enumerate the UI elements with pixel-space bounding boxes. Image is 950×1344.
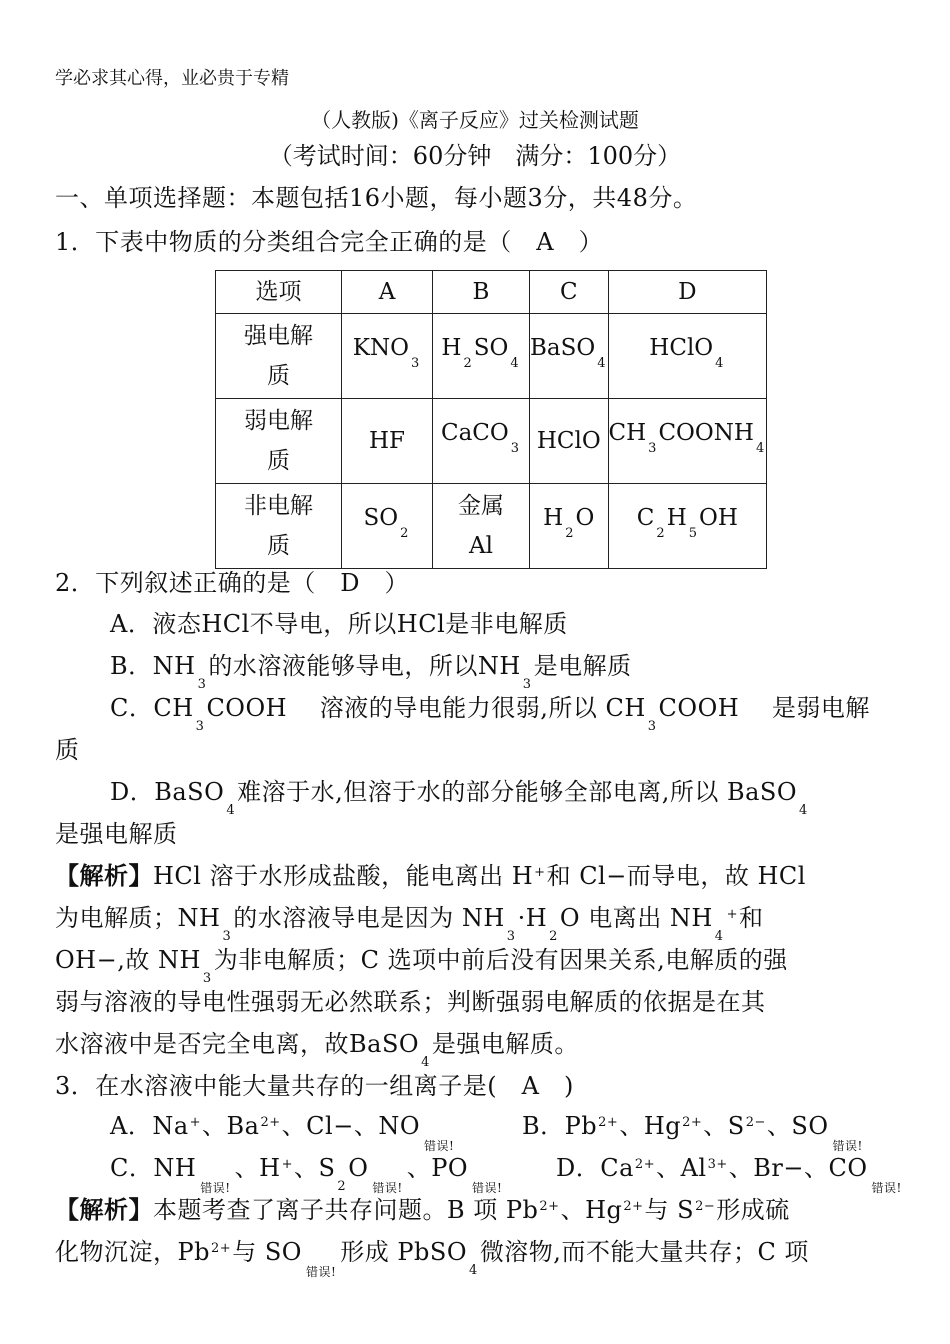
analysis-label: 【解析】 <box>55 1195 153 1224</box>
table-header-cell: 选项 <box>216 271 342 314</box>
cell-a: HF <box>342 399 433 484</box>
cell-d: $CH_3COONH_4$ <box>608 399 767 484</box>
cell-b: $H_2SO_4$ <box>433 314 530 399</box>
cell-c: BaSO$_4$ <box>530 314 609 399</box>
row-label: 强电解 质 <box>216 314 342 399</box>
q1-stem: 1．下表中物质的分类组合完全正确的是（ A ） <box>55 228 604 256</box>
table-row <box>216 399 767 484</box>
table-header-cell: A <box>342 271 433 314</box>
q2-option-d: D．BaSO$_4$难溶于水,但溶于水的部分能够全部电离,所以 BaSO$_4$ <box>110 778 808 818</box>
q3-analysis-2: 化物沉淀，$Pb^{2+}$与 $SO_{错误!}$形成 PbSO$_4$微溶物,而不能大量共存；C 项 <box>55 1238 809 1279</box>
table-row <box>216 484 767 569</box>
q2-analysis-3: OH−,故 $NH_3$为非电解质；C 选项中前后没有因果关系,电解质的强 <box>55 946 788 986</box>
cell-a: $KNO_3$ <box>342 314 433 399</box>
q3-option-d: D．$Ca^{2+}$、$Al^{3+}$、Br−、$CO_{错误!}$ <box>556 1154 902 1195</box>
q3-option-c: C．$NH_{错误!}$、H+、$S_2O_{错误!}$、$PO_{错误!}$ <box>110 1154 503 1195</box>
q2-analysis-4: 弱与溶液的导电性强弱无必然联系；判断强弱电解质的依据是在其 <box>55 988 766 1016</box>
cell-b: 金属 Al <box>433 484 530 569</box>
section-heading: 一、单项选择题：本题包括16小题，每小题3分，共48分。 <box>55 184 698 212</box>
q2-analysis-2: 为电解质；$NH_3$的水溶液导电是因为 $NH_3\cdot H_2O$ 电离出 $NH_4^+$和 <box>55 904 764 944</box>
classification-table <box>215 270 767 569</box>
q3-analysis-1: 【解析】本题考查了离子共存问题。B 项 $Pb^{2+}$、$Hg^{2+}$与 $S^{2-}$形成硫 <box>55 1195 790 1224</box>
doc-title: （人教版)《离子反应》过关检测试题 <box>311 108 639 132</box>
cell-d: HClO$_4$ <box>608 314 767 399</box>
q2-option-a: A．液态HCl不导电，所以HCl是非电解质 <box>110 610 568 638</box>
q2-option-c-cont: 质 <box>55 736 80 764</box>
q3-option-a: A．Na+、$Ba^{2+}$、Cl−、$NO_{错误!}$ <box>110 1112 455 1153</box>
table-header-row <box>216 271 767 314</box>
table-header-cell: B <box>433 271 530 314</box>
doc-subtitle: （考试时间：60分钟 满分：100分） <box>268 142 682 170</box>
cell-d: $C_2H_5OH$ <box>608 484 767 569</box>
analysis-label: 【解析】 <box>55 861 153 890</box>
row-label: 非电解 质 <box>216 484 342 569</box>
table-header-cell: D <box>608 271 767 314</box>
table-row <box>216 314 767 399</box>
cell-c: $H_2O$ <box>530 484 609 569</box>
cell-a: $SO_2$ <box>342 484 433 569</box>
table-header-cell: C <box>530 271 609 314</box>
q2-option-d-cont: 是强电解质 <box>55 820 178 848</box>
q2-analysis-1: 【解析】HCl 溶于水形成盐酸，能电离出 H+和 Cl−而导电，故 HCl <box>55 861 806 890</box>
row-label: 弱电解 质 <box>216 399 342 484</box>
q2-option-b: B．$NH_3$的水溶液能够导电，所以$NH_3$是电解质 <box>110 652 632 692</box>
page-header: 学必求其心得，业必贵于专精 <box>55 68 289 89</box>
q2-stem: 2．下列叙述正确的是（ D ） <box>55 569 410 597</box>
cell-b: CaCO$_3$ <box>433 399 530 484</box>
q2-option-c: C．$CH_3COOH$ 溶液的导电能力很弱,所以 $CH_3COOH$ 是弱电解 <box>110 694 870 734</box>
q3-stem: 3．在水溶液中能大量共存的一组离子是( A ) <box>55 1072 574 1100</box>
q3-option-b: B．$Pb^{2+}$、$Hg^{2+}$、$S^{2-}$、$SO_{错误!}$ <box>522 1112 863 1153</box>
q2-analysis-5: 水溶液中是否完全电离，故BaSO$_4$是强电解质。 <box>55 1030 579 1070</box>
cell-c: HClO <box>530 399 609 484</box>
